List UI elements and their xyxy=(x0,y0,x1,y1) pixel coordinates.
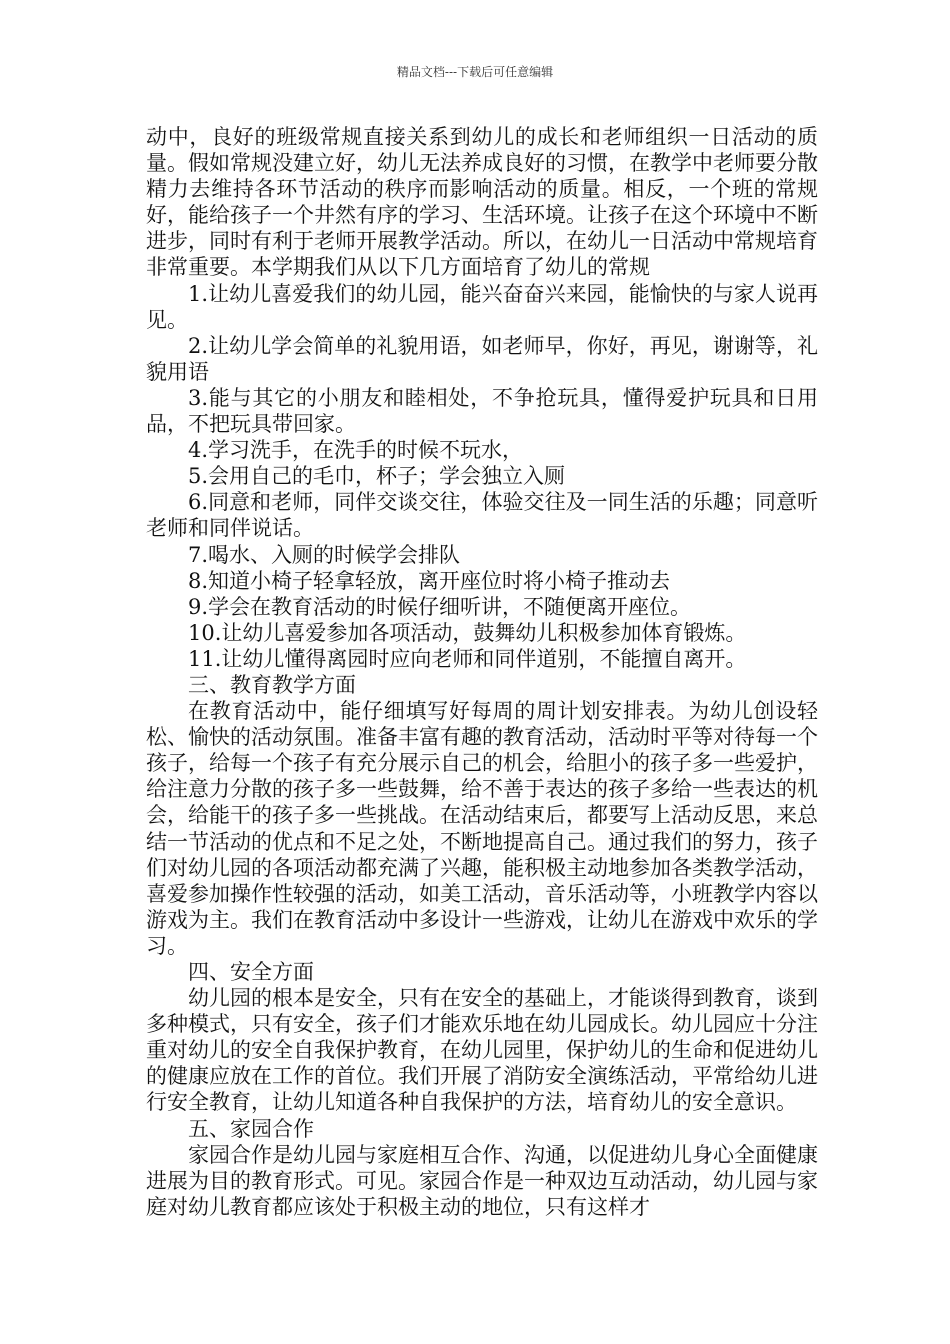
list-item-1: 1.让幼儿喜爱我们的幼儿园，能兴奋奋兴来园，能愉快的与家人说再见。 xyxy=(146,281,818,332)
paragraph-safety: 幼儿园的根本是安全，只有在安全的基础上，才能谈得到教育，谈到多种模式，只有安全，孩子们才能欢乐地在幼儿园成长。幼儿园应十分注重对幼儿的安全自我保护教育，在幼儿园里，保护幼儿的生命和促进幼儿的健康应放在工作的首位。我们开展了消防安全演练活动，平常给幼儿进行安全教育，让幼儿知道各种自我保护的方法，培育幼儿的安全意识。 xyxy=(146,986,818,1115)
list-item-7: 7.喝水、入厕的时候学会排队 xyxy=(188,542,461,567)
paragraph: 动中，良好的班级常规直接关系到幼儿的成长和老师组织一日活动的质量。假如常规没建立好，幼儿无法养成良好的习惯，在教学中老师要分散精力去维持各环节活动的秩序而影响活动的质量。相反，一个班的常规好，能给孩子一个井然有序的学习、生活环境。让孩子在这个环境中不断进步，同时有利于老师开展教学活动。所以，在幼儿一日活动中常规培育非常重要。本学期我们从以下几方面培育了幼儿的常规 xyxy=(146,125,818,280)
paragraph-home-school: 家园合作是幼儿园与家庭相互合作、沟通，以促进幼儿身心全面健康进展为目的教育形式。可见。家园合作是一种双边互动活动，幼儿园与家庭对幼儿教育都应该处于积极主动的地位，只有这样才 xyxy=(146,1142,818,1219)
list-item-5: 5.会用自己的毛巾，杯子；学会独立入厕 xyxy=(188,464,566,489)
section-heading-safety: 四、安全方面 xyxy=(188,960,314,984)
list-item-6: 6.同意和老师，同伴交谈交往，体验交往及一同生活的乐趣；同意听老师和同伴说话。 xyxy=(146,490,818,541)
page-header: 精品文档---下载后可任意编辑 xyxy=(396,65,554,79)
list-item-2: 2.让幼儿学会简单的礼貌用语，如老师早，你好，再见，谢谢等，礼貌用语 xyxy=(146,333,818,384)
section-heading-home-school: 五、家园合作 xyxy=(188,1116,314,1141)
list-item-8: 8.知道小椅子轻拿轻放，离开座位时将小椅子推动去 xyxy=(188,568,671,593)
list-item-9: 9.学会在教育活动的时候仔细听讲，不随便离开座位。 xyxy=(188,594,692,619)
list-item-11: 11.让幼儿懂得离园时应向老师和同伴道别，不能擅自离开。 xyxy=(188,646,747,671)
list-item-3: 3.能与其它的小朋友和睦相处，不争抢玩具，懂得爱护玩具和日用品，不把玩具带回家。 xyxy=(146,385,818,437)
list-item-10: 10.让幼儿喜爱参加各项活动，鼓舞幼儿积极参加体育锻炼。 xyxy=(188,620,747,645)
section-heading-teaching: 三、教育教学方面 xyxy=(188,672,356,697)
document-body xyxy=(146,124,818,1220)
list-item-4: 4.学习洗手，在洗手的时候不玩水， xyxy=(188,438,524,463)
paragraph-teaching: 在教育活动中，能仔细填写好每周的周计划安排表。为幼儿创设轻松、愉快的活动氛围。准备丰富有趣的教育活动，活动时平等对待每一个孩子，给每一个孩子有充分展示自己的机会，给胆小的孩子多一些爱护，给注意力分散的孩子多一些鼓舞，给不善于表达的孩子多给一些表达的机会，给能干的孩子多一些挑战。在活动结束后，都要写上活动反思，来总结一节活动的优点和不足之处，不断地提高自己。通过我们的努力，孩子们对幼儿园的各项活动都充满了兴趣，能积极主动地参加各类教学活动，喜爱参加操作性较强的活动，如美工活动，音乐活动等，小班教学内容以游戏为主。我们在教育活动中多设计一些游戏，让幼儿在游戏中欢乐的学习。 xyxy=(146,699,818,958)
